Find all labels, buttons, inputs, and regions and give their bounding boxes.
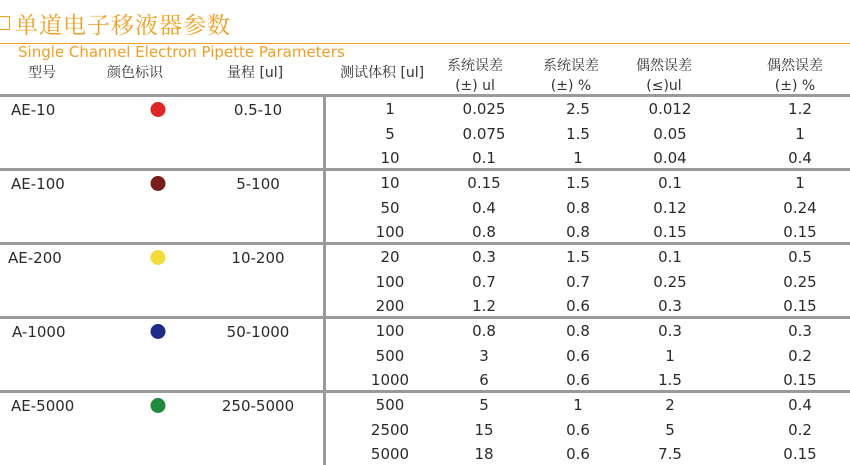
cell-sys-pct: 0.8 [566,322,590,340]
range-value: 0.5-10 [233,101,283,119]
cell-sys-ul: 6 [479,371,489,390]
group-divider [0,390,850,393]
group-divider [0,242,850,245]
cell-sys-ul: 0.7 [472,272,496,291]
model-name: AE-10 [11,101,56,119]
cell-rand-pct: 0.24 [783,198,817,217]
cell-rand-pct: 0.2 [788,346,812,365]
cell-sys-pct: 0.6 [566,371,590,390]
cell-sys-pct: 1.5 [566,174,590,192]
cell-sys-ul: 0.4 [472,198,496,217]
cell-vol: 500 [375,396,405,414]
color-dot-icon [151,250,166,265]
cell-vol: 5000 [370,445,410,464]
cell-rand-ul: 0.3 [658,322,682,340]
cell-sys-pct: 0.6 [566,346,590,365]
header-sys-pct-line1: 系统误差 [543,58,599,74]
cell-rand-ul: 0.25 [653,272,687,291]
cell-rand-ul: 0.05 [653,124,687,143]
header-color: 颜色标识 [107,65,163,81]
cell-sys-ul: 1.2 [472,297,496,316]
cell-rand-pct: 0.5 [788,248,812,266]
cell-sys-ul: 0.3 [472,248,496,266]
cell-vol: 5 [385,124,395,143]
header-rand-ul-line2: (≤)ul [646,78,682,94]
cell-sys-ul: 0.15 [467,174,501,192]
model-name: A-1000 [12,323,66,341]
cell-sys-pct: 0.6 [566,297,590,316]
cell-vol: 1000 [370,371,410,390]
header-rand-ul-line1: 偶然误差 [636,58,692,74]
range-value: 250-5000 [221,397,295,415]
cell-rand-ul: 1 [665,346,675,365]
cell-vol: 20 [380,248,400,266]
cell-rand-pct: 0.25 [783,272,817,291]
cell-rand-ul: 0.15 [653,223,687,242]
cell-sys-pct: 1.5 [566,248,590,266]
group-divider [0,316,850,319]
cell-rand-ul: 0.1 [658,248,682,266]
header-sys-ul-line2: (±) ul [455,78,495,94]
cell-sys-pct: 0.8 [566,223,590,242]
cell-sys-pct: 0.7 [566,272,590,291]
header-model: 型号 [28,65,56,81]
cell-rand-ul: 0.3 [658,297,682,316]
cell-rand-pct: 0.15 [783,223,817,242]
cell-sys-pct: 0.6 [566,420,590,439]
cell-rand-ul: 5 [665,420,675,439]
color-dot-icon [151,176,166,191]
column-divider [323,171,326,242]
header-sys-ul-line1: 系统误差 [447,58,503,74]
cell-vol: 50 [380,198,400,217]
color-dot-icon [151,398,166,413]
cell-vol: 2500 [370,420,410,439]
cell-sys-ul: 5 [479,396,489,414]
header-range: 量程 [ul] [227,65,284,81]
group-divider [0,94,850,97]
cell-rand-ul: 7.5 [658,445,682,464]
header-rand-pct-line1: 偶然误差 [767,58,823,74]
header-volume: 测试体积 [ul] [340,65,425,81]
cell-rand-pct: 0.15 [783,445,817,464]
cell-vol: 10 [380,174,400,192]
cell-rand-pct: 0.15 [783,297,817,316]
cell-vol: 200 [375,297,405,316]
cell-rand-pct: 1 [795,124,805,143]
column-divider [323,97,326,168]
cell-rand-pct: 1.2 [788,100,812,118]
cell-sys-ul: 3 [479,346,489,365]
header-rand-ul [636,55,692,94]
color-dot-icon [151,102,166,117]
cell-sys-ul: 0.075 [462,124,506,143]
model-name: AE-200 [8,249,62,267]
cell-vol: 100 [375,322,405,340]
cell-vol: 100 [375,223,405,242]
cell-sys-pct: 1.5 [566,124,590,143]
cell-rand-pct: 0.15 [783,371,817,390]
header-sys-pct-line2: (±) % [550,78,592,94]
group-divider [0,168,850,171]
column-divider [323,245,326,316]
cell-sys-pct: 0.6 [566,445,590,464]
cell-rand-ul: 0.1 [658,174,682,192]
cell-vol: 10 [380,149,400,168]
model-name: AE-100 [11,175,65,193]
title-box-icon [0,16,10,30]
cell-sys-pct: 1 [573,396,583,414]
cell-rand-ul: 0.12 [653,198,687,217]
cell-sys-ul: 0.8 [472,223,496,242]
cell-rand-pct: 1 [795,174,805,192]
header-rand-pct [767,55,823,94]
title-row [0,8,231,38]
cell-rand-pct: 0.4 [788,149,812,168]
cell-vol: 100 [375,272,405,291]
page-subtitle: Single Channel Electron Pipette Parameters [18,43,345,61]
range-value: 50-1000 [226,323,290,341]
cell-rand-pct: 0.3 [788,322,812,340]
cell-rand-ul: 0.012 [648,100,692,118]
cell-rand-pct: 0.4 [788,396,812,414]
range-value: 5-100 [236,175,280,193]
model-name: AE-5000 [11,397,75,415]
cell-rand-ul: 2 [665,396,675,414]
cell-sys-ul: 0.1 [472,149,496,168]
cell-sys-pct: 1 [573,149,583,168]
cell-rand-pct: 0.2 [788,420,812,439]
range-value: 10-200 [231,249,285,267]
color-dot-icon [151,324,166,339]
cell-sys-ul: 0.8 [472,322,496,340]
page-title: 单道电子移液器参数 [15,12,231,39]
header-sys-pct [543,55,599,94]
cell-sys-pct: 0.8 [566,198,590,217]
column-divider [323,393,326,465]
cell-rand-ul: 1.5 [658,371,682,390]
column-divider [323,319,326,390]
cell-vol: 1 [385,100,395,118]
cell-sys-ul: 0.025 [462,100,506,118]
cell-sys-pct: 2.5 [566,100,590,118]
cell-vol: 500 [375,346,405,365]
header-rand-pct-line2: (±) % [774,78,816,94]
cell-sys-ul: 18 [474,445,494,464]
cell-rand-ul: 0.04 [653,149,687,168]
header-sys-ul [447,55,503,94]
cell-sys-ul: 15 [474,420,494,439]
